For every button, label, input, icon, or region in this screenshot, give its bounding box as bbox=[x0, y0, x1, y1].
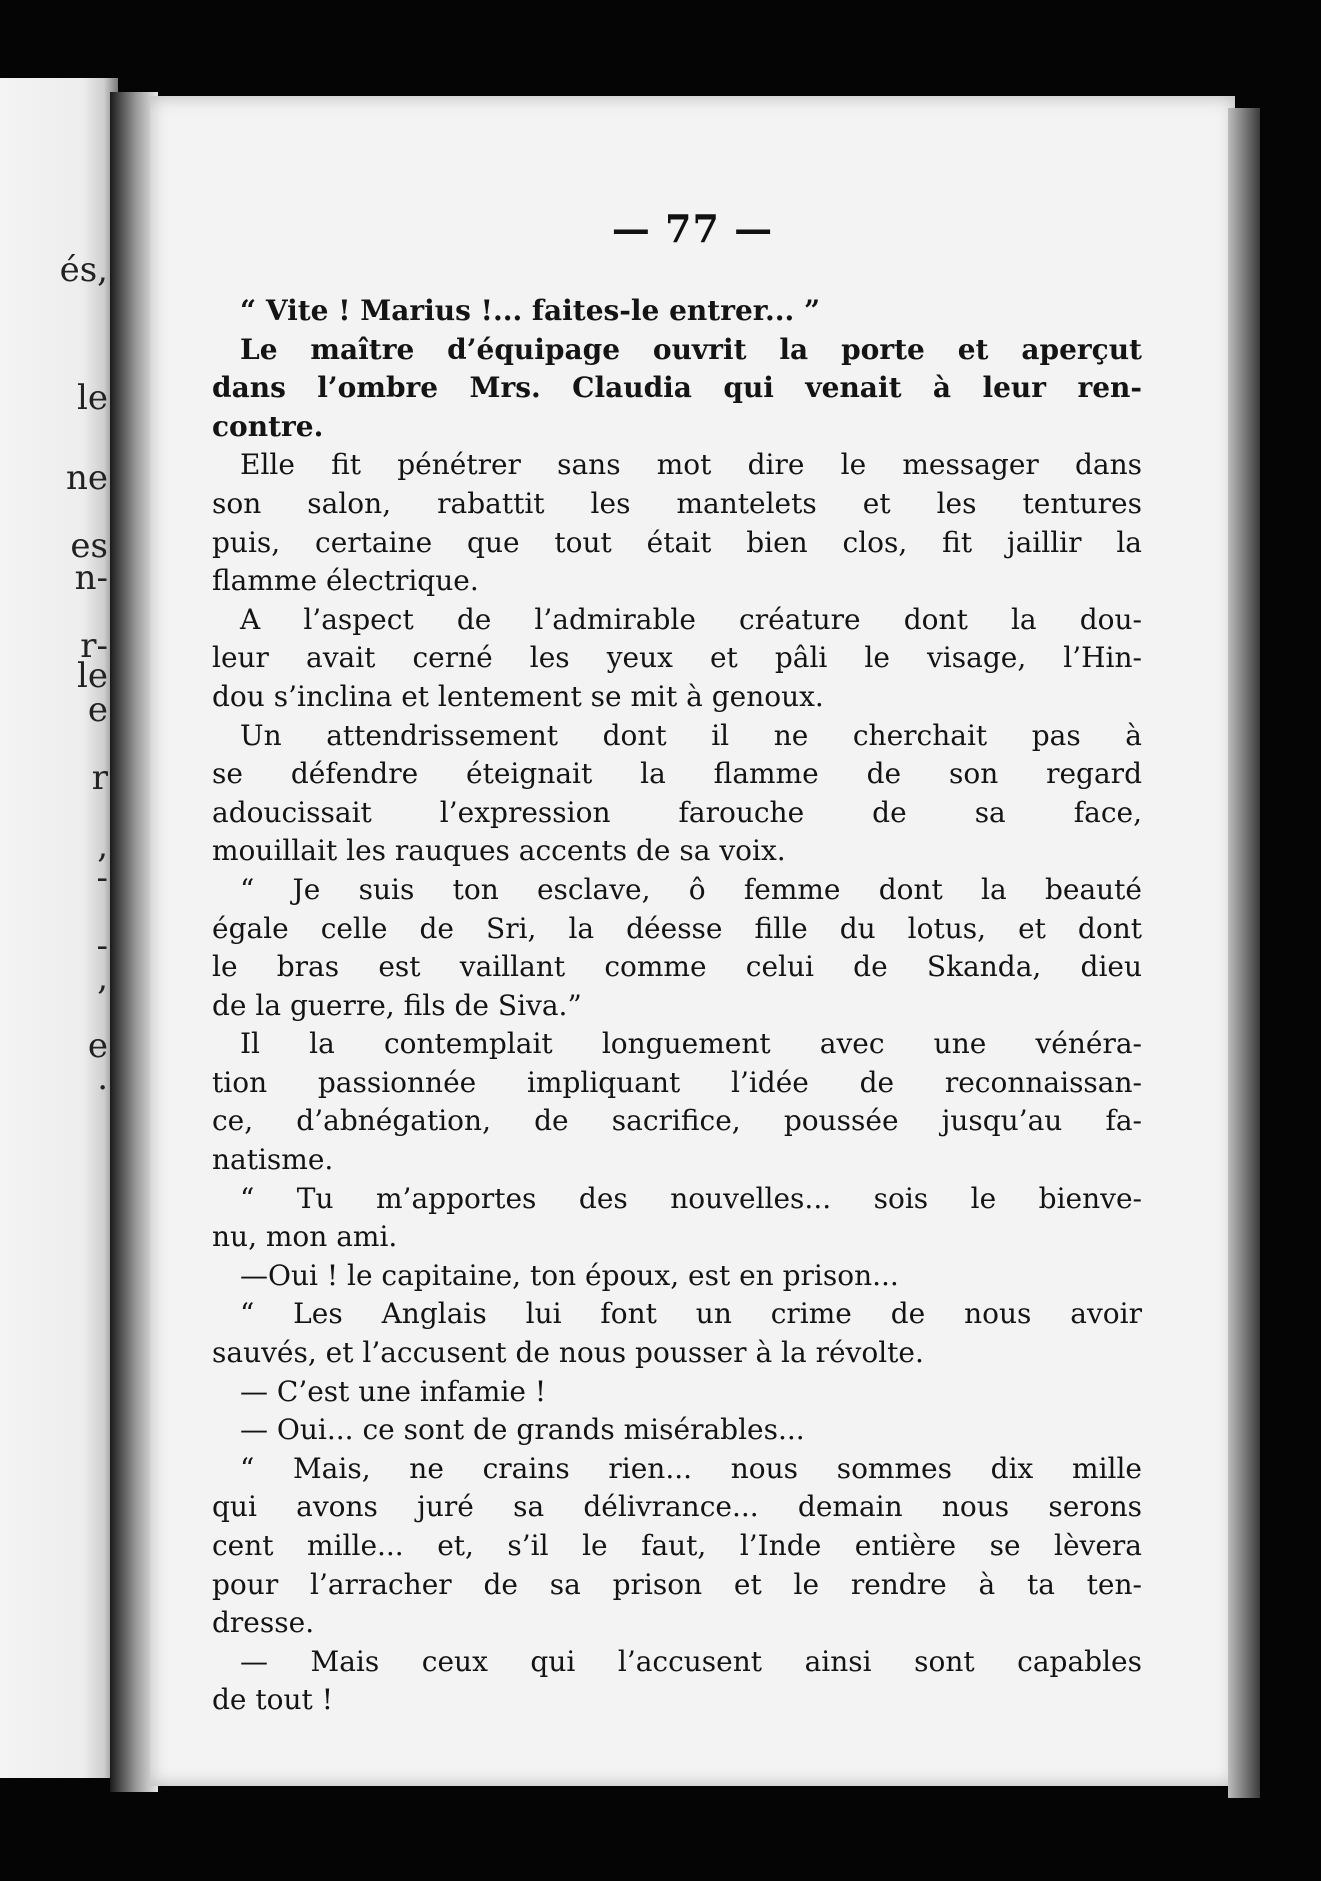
text-line: “ Les Anglais lui font un crime de nous avoir bbox=[240, 1297, 1142, 1331]
text-line: Elle fit pénétrer sans mot dire le messager dans bbox=[240, 448, 1142, 482]
left-page-fragment: le bbox=[77, 378, 108, 418]
text-line: “ Je suis ton esclave, ô femme dont la beauté bbox=[240, 872, 1142, 906]
text-line: leur avait cerné les yeux et pâli le visage, l’Hin- bbox=[212, 641, 1142, 675]
text-line: dans l’ombre Mrs. Claudia qui venait à leur ren- bbox=[212, 371, 1142, 405]
left-page-fragment: r bbox=[91, 758, 108, 798]
left-page-fragment: ne bbox=[65, 458, 108, 498]
left-page-fragment: e bbox=[87, 690, 108, 730]
text-line: — Oui... ce sont de grands misérables... bbox=[240, 1413, 805, 1447]
text-line: flamme électrique. bbox=[212, 564, 479, 598]
left-page-fragment: e bbox=[87, 1026, 108, 1066]
text-line: le bras est vaillant comme celui de Skanda, dieu bbox=[212, 950, 1142, 984]
right-page bbox=[150, 96, 1235, 1786]
text-line: dou s’inclina et lentement se mit à genoux. bbox=[212, 679, 824, 713]
text-line: Un attendrissement dont il ne cherchait pas à bbox=[240, 718, 1142, 752]
text-line: son salon, rabattit les mantelets et les tentures bbox=[212, 486, 1142, 520]
text-line: natisme. bbox=[212, 1143, 334, 1177]
text-line: contre. bbox=[212, 409, 324, 443]
left-page-fragment: és, bbox=[59, 250, 108, 290]
left-page-fragment: , bbox=[97, 826, 108, 866]
left-page-fragment: - bbox=[96, 858, 108, 898]
text-line: se défendre éteignait la flamme de son regard bbox=[212, 757, 1142, 791]
left-page-fragment: n- bbox=[74, 558, 108, 598]
page-body-text bbox=[212, 292, 1142, 1720]
left-page-fragment: , bbox=[97, 958, 108, 998]
left-facing-page bbox=[0, 78, 118, 1778]
text-line: ce, d’abnégation, de sacrifice, poussée jusqu’au fa- bbox=[212, 1104, 1142, 1138]
text-line: de la guerre, fils de Siva.” bbox=[212, 988, 582, 1022]
left-page-fragment: es bbox=[70, 526, 108, 566]
text-line: “ Tu m’apportes des nouvelles... sois le bienve- bbox=[240, 1181, 1142, 1215]
text-line: de tout ! bbox=[212, 1683, 333, 1717]
text-line: pour l’arracher de sa prison et le rendre à ta ten- bbox=[212, 1567, 1142, 1601]
text-line: —Oui ! le capitaine, ton époux, est en prison... bbox=[240, 1258, 899, 1292]
text-line: “ Mais, ne crains rien... nous sommes dix mille bbox=[240, 1451, 1142, 1485]
text-line: égale celle de Sri, la déesse fille du lotus, et dont bbox=[212, 911, 1142, 945]
text-line: sauvés, et l’accusent de nous pousser à la révolte. bbox=[212, 1336, 924, 1370]
text-line: Le maître d’équipage ouvrit la porte et aperçut bbox=[240, 332, 1142, 366]
text-line: Il la contemplait longuement avec une vénéra- bbox=[240, 1027, 1142, 1061]
text-line: nu, mon ami. bbox=[212, 1220, 398, 1254]
text-line: tion passionnée impliquant l’idée de reconnaissan- bbox=[212, 1065, 1142, 1099]
left-page-fragment: le bbox=[77, 656, 108, 696]
text-line: qui avons juré sa délivrance... demain nous serons bbox=[212, 1490, 1142, 1524]
page-number: — 77 — bbox=[611, 206, 774, 251]
text-line: — Mais ceux qui l’accusent ainsi sont capables bbox=[240, 1644, 1142, 1678]
text-line: adoucissait l’expression farouche de sa face, bbox=[212, 795, 1142, 829]
text-line: mouillait les rauques accents de sa voix. bbox=[212, 834, 786, 868]
text-line: puis, certaine que tout était bien clos, fit jaillir la bbox=[212, 525, 1142, 559]
left-page-fragment: . bbox=[97, 1058, 108, 1098]
left-page-fragment: - bbox=[96, 926, 108, 966]
text-line: dresse. bbox=[212, 1606, 315, 1640]
page-stack-edge bbox=[1228, 108, 1260, 1798]
left-page-fragment: r- bbox=[80, 626, 108, 666]
text-line: “ Vite ! Marius !... faites-le entrer... ” bbox=[240, 294, 821, 327]
text-line: cent mille... et, s’il le faut, l’Inde entière se lèvera bbox=[212, 1529, 1142, 1562]
text-line: — C’est une infamie ! bbox=[240, 1374, 547, 1408]
text-line: A l’aspect de l’admirable créature dont la dou- bbox=[240, 602, 1142, 636]
